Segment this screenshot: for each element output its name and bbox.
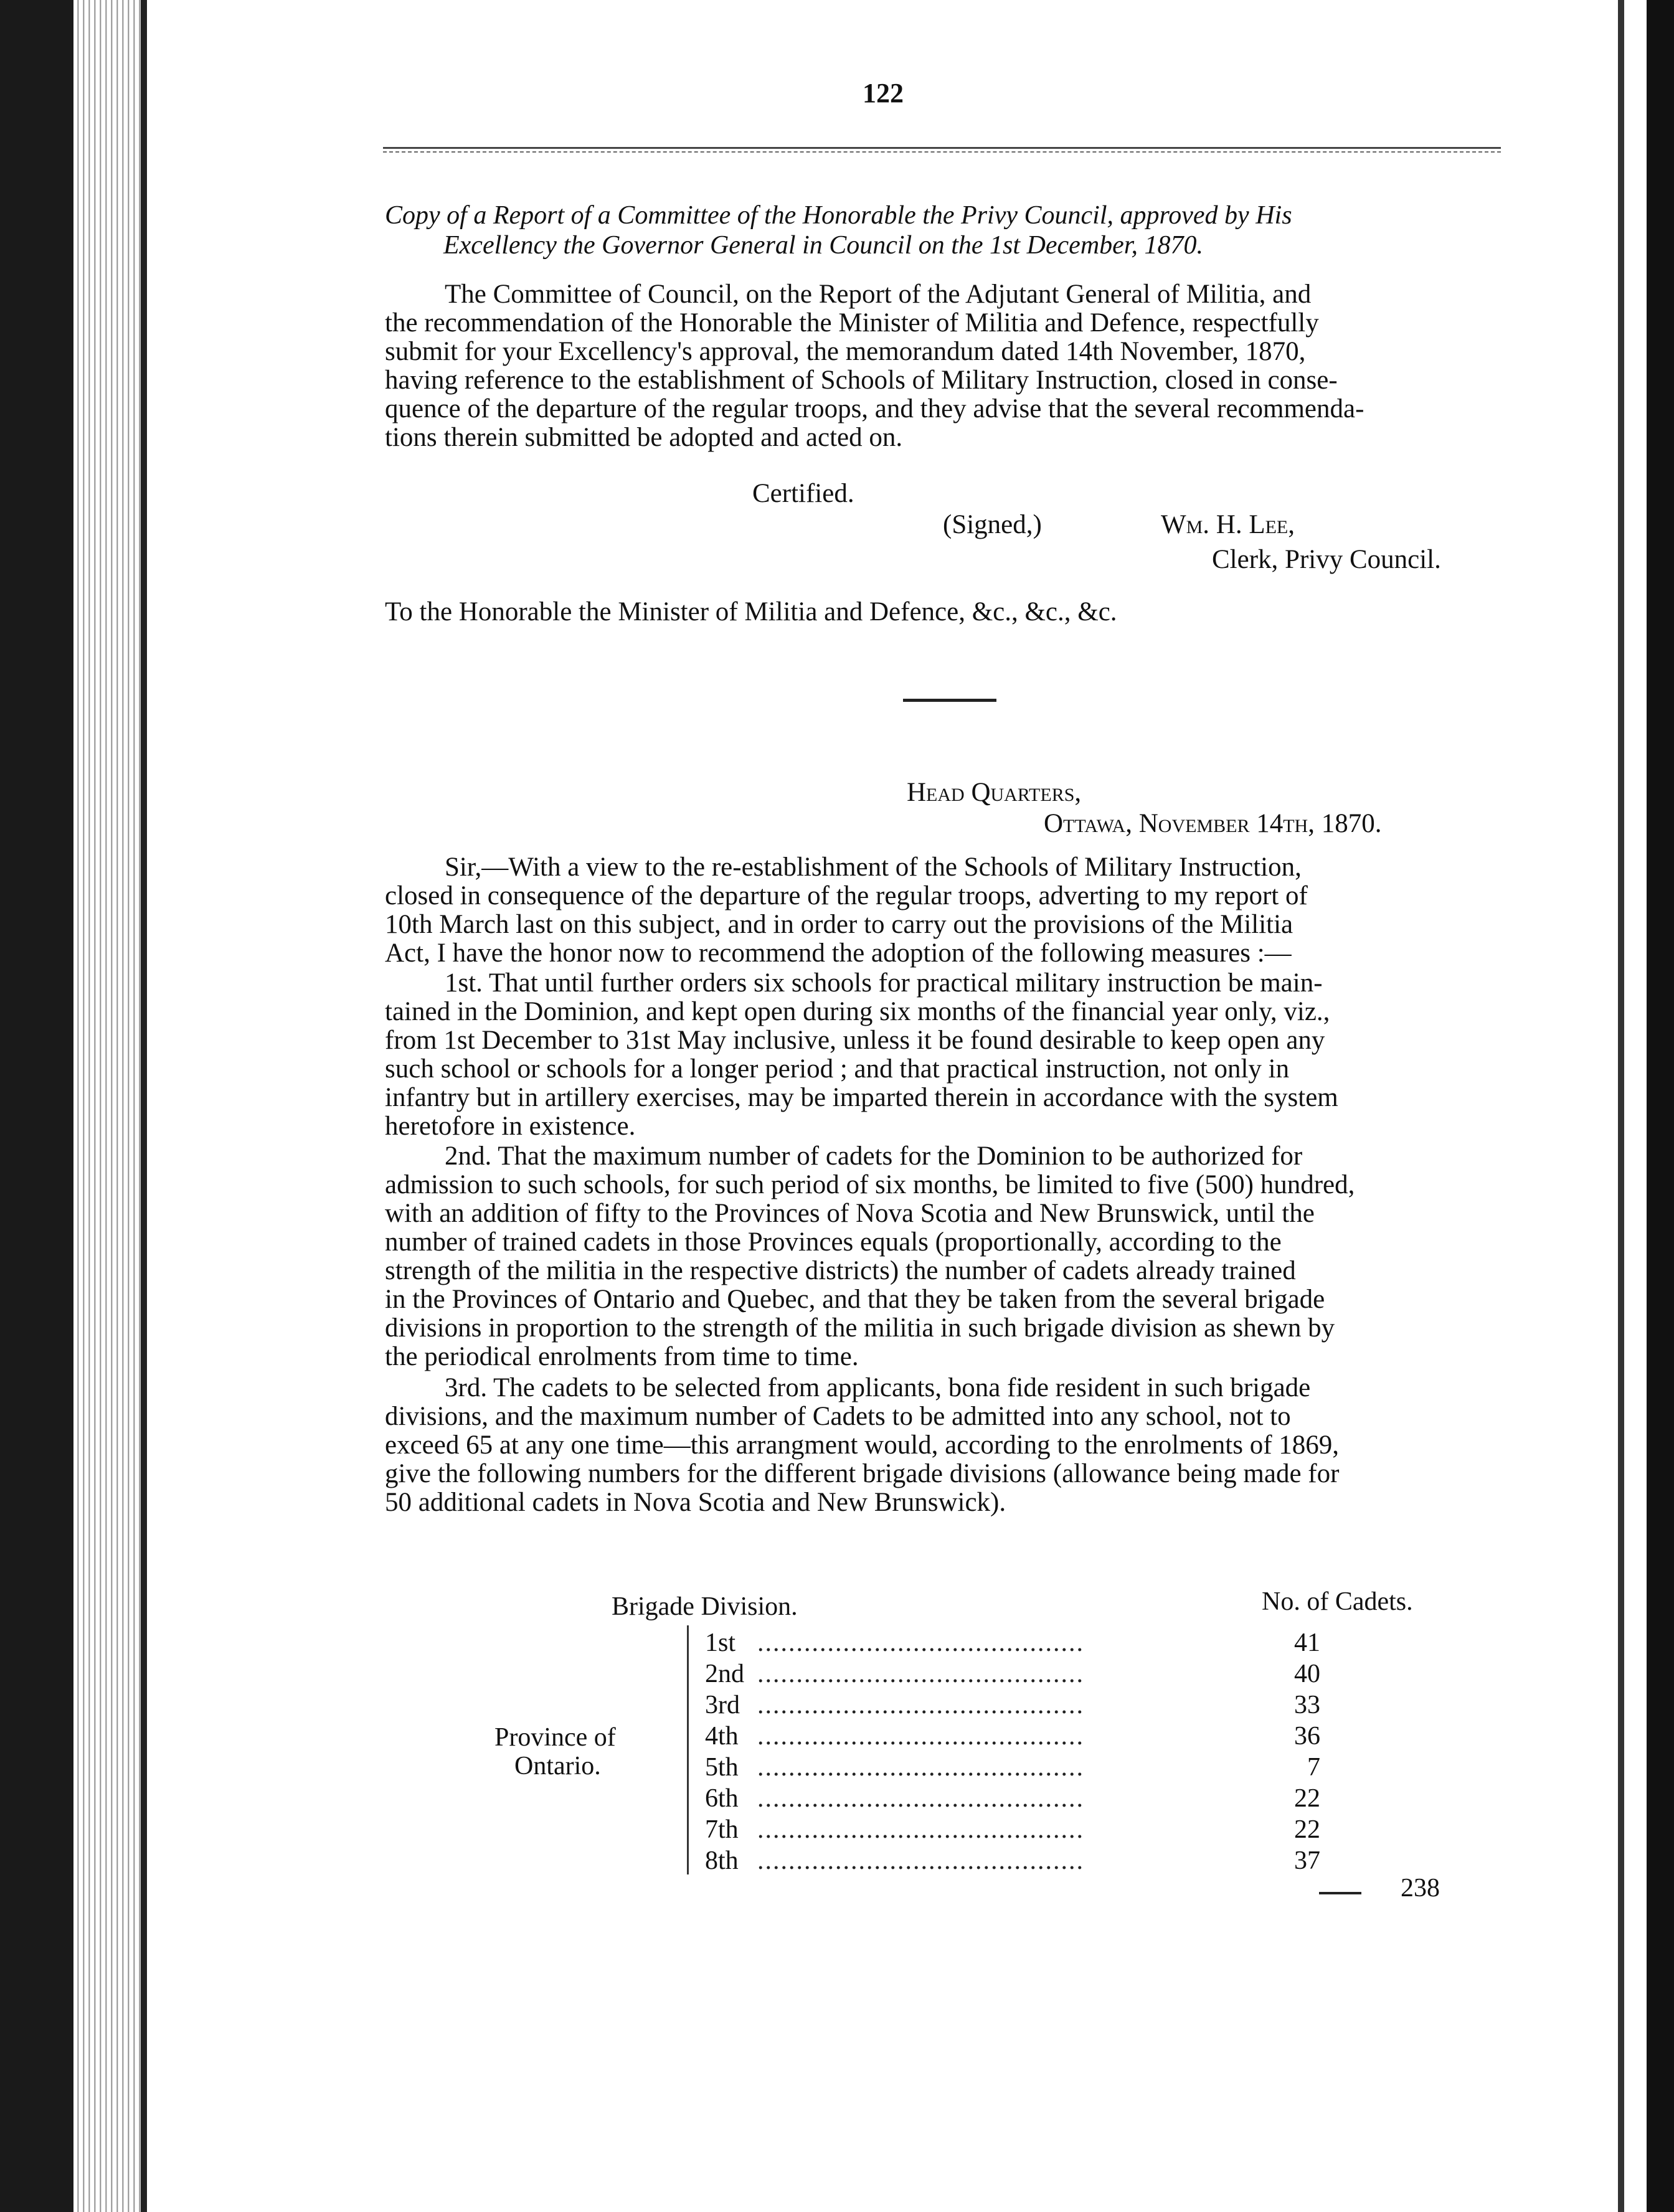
cadets-value: 37 (1294, 1846, 1320, 1875)
third-line-2: divisions, and the maximum number of Cadets to be admitted into any school, not to (385, 1402, 1291, 1431)
cadets-value: 7 (1307, 1753, 1320, 1782)
second-line-3: with an addition of fifty to the Provinces of Nova Scotia and New Brunswick, until the (385, 1199, 1315, 1228)
leader-dots: .......................................... (757, 1815, 1084, 1844)
committee-line-6: tions therein submitted be adopted and acted on. (385, 423, 903, 452)
second-line-2: admission to such schools, for such period of six months, be limited to five (500) hundred, (385, 1170, 1355, 1199)
third-line-3: exceed 65 at any one time—this arrangment would, according to the enrolments of 1869, (385, 1430, 1340, 1460)
province-brace (687, 1625, 693, 1874)
total-value: 238 (1401, 1874, 1440, 1902)
leader-dots: .......................................... (757, 1660, 1084, 1688)
second-line-6: in the Provinces of Ontario and Quebec, and that they be taken from the several brigade (385, 1285, 1325, 1314)
letter-place: Head Quarters, (907, 778, 1082, 807)
first-line-4: such school or schools for a longer period ; and that practical instruction, not only in (385, 1054, 1290, 1084)
cadets-value: 41 (1294, 1628, 1320, 1657)
brigade-division-label: 2nd (705, 1660, 744, 1688)
signer-title: Clerk, Privy Council. (1212, 545, 1441, 574)
cadets-value: 40 (1294, 1660, 1320, 1688)
committee-line-3: submit for your Excellency's approval, the memorandum dated 14th November, 1870, (385, 337, 1306, 366)
first-line-3: from 1st December to 31st May inclusive, unless it be found desirable to keep open any (385, 1026, 1325, 1055)
committee-line-1: The Committee of Council, on the Report of the Adjutant General of Militia, and (445, 280, 1312, 309)
brigade-division-label: 4th (705, 1722, 739, 1751)
third-line-5: 50 additional cadets in Nova Scotia and New Brunswick). (385, 1488, 1006, 1517)
sir-line-2: closed in consequence of the departure of the regular troops, adverting to my report of (385, 881, 1308, 910)
copy-heading-line-1: Copy of a Report of a Committee of the Honorable the Privy Council, approved by His (385, 201, 1292, 230)
addressee-line: To the Honorable the Minister of Militia and Defence, &c., &c., &c. (385, 597, 1117, 626)
brigade-division-label: 8th (705, 1846, 739, 1875)
brigade-division-label: 7th (705, 1815, 739, 1844)
sir-line-3: 10th March last on this subject, and in order to carry out the provisions of the Militia (385, 910, 1293, 939)
second-line-4: number of trained cadets in those Provinces equals (proportionally, according to the (385, 1227, 1282, 1257)
letter-date: Ottawa, November 14th, 1870. (1044, 809, 1382, 838)
cadets-value: 33 (1294, 1691, 1320, 1719)
second-line-1: 2nd. That the maximum number of cadets for the Dominion to be authorized for (445, 1141, 1303, 1171)
sir-line-1: Sir,—With a view to the re-establishment of the Schools of Military Instruction, (445, 853, 1302, 882)
leader-dots: .......................................... (757, 1753, 1084, 1782)
signed-label: (Signed,) (943, 510, 1042, 539)
first-line-1: 1st. That until further orders six schools for practical military instruction be main- (445, 968, 1323, 998)
brigade-division-label: 6th (705, 1784, 739, 1813)
committee-line-5: quence of the departure of the regular troops, and they advise that the several recommenda- (385, 394, 1364, 423)
leader-dots: .......................................... (757, 1722, 1084, 1751)
certified-label: Certified. (752, 479, 854, 508)
third-line-4: give the following numbers for the different brigade divisions (allowance being made for (385, 1459, 1340, 1488)
table-header-division: Brigade Division. (612, 1592, 798, 1621)
committee-line-4: having reference to the establishment of Schools of Military Instruction, closed in conse- (385, 366, 1338, 395)
cadets-value: 22 (1294, 1815, 1320, 1844)
committee-line-2: the recommendation of the Honorable the Minister of Militia and Defence, respectfully (385, 308, 1319, 338)
brigade-division-label: 5th (705, 1753, 739, 1782)
copy-heading-line-2: Excellency the Governor General in Council on the 1st December, 1870. (443, 231, 1203, 260)
province-label-line-2: Ontario. (514, 1752, 601, 1780)
cadets-value: 36 (1294, 1722, 1320, 1751)
second-line-5: strength of the militia in the respective districts) the number of cadets already trained (385, 1256, 1296, 1285)
sir-line-4: Act, I have the honor now to recommend the adoption of the following measures :— (385, 938, 1292, 968)
first-line-5: infantry but in artillery exercises, may be imparted therein in accordance with the system (385, 1083, 1338, 1112)
section-divider (903, 699, 996, 702)
leader-dots: .......................................... (757, 1628, 1084, 1657)
total-rule (1319, 1892, 1361, 1894)
leader-dots: .......................................... (757, 1691, 1084, 1719)
first-line-6: heretofore in existence. (385, 1112, 636, 1141)
first-line-2: tained in the Dominion, and kept open during six months of the financial year only, viz., (385, 997, 1330, 1026)
province-label-line-1: Province of (494, 1723, 616, 1752)
leader-dots: .......................................... (757, 1846, 1084, 1875)
cadets-value: 22 (1294, 1784, 1320, 1813)
table-header-cadets: No. of Cadets. (1262, 1587, 1413, 1616)
header-rule (383, 147, 1501, 153)
signer-name: Wm. H. Lee, (1161, 510, 1295, 539)
leader-dots: .......................................... (757, 1784, 1084, 1813)
brigade-division-label: 1st (705, 1628, 736, 1657)
brigade-division-label: 3rd (705, 1691, 740, 1719)
third-line-1: 3rd. The cadets to be selected from applicants, bona fide resident in such brigade (445, 1373, 1311, 1402)
second-line-7: divisions in proportion to the strength of the militia in such brigade division as shewn by (385, 1313, 1335, 1343)
second-line-8: the periodical enrolments from time to time. (385, 1342, 859, 1371)
page-number: 122 (863, 78, 904, 108)
